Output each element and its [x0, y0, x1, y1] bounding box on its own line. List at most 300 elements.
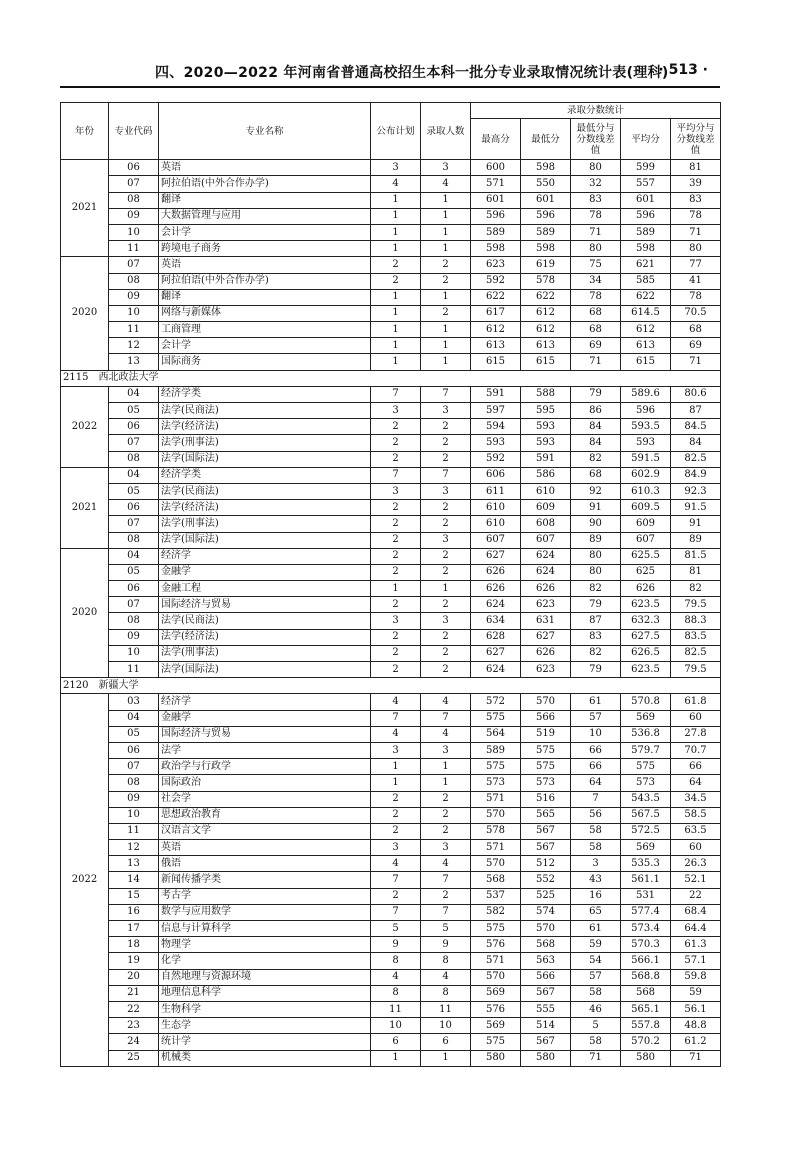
- max-score: 570: [471, 807, 521, 823]
- major-code: 19: [109, 953, 159, 969]
- avg-score: 625: [621, 564, 671, 580]
- plan-count: 3: [371, 160, 421, 176]
- table-row: [61, 969, 721, 985]
- max-score: 537: [471, 888, 521, 904]
- avg-score: 627.5: [621, 629, 671, 645]
- major-code: 24: [109, 1034, 159, 1050]
- admitted-count: 2: [421, 500, 471, 516]
- min-score: 623: [521, 597, 571, 613]
- major-code: 12: [109, 840, 159, 856]
- plan-count: 3: [371, 742, 421, 758]
- admitted-count: 8: [421, 985, 471, 1001]
- min-score: 570: [521, 921, 571, 937]
- admitted-count: 3: [421, 483, 471, 499]
- major-name: 法学(刑事法): [159, 645, 371, 661]
- table-row: [61, 273, 721, 289]
- avg-score: 570.2: [621, 1034, 671, 1050]
- avg-score: 625.5: [621, 548, 671, 564]
- avg-score: 607: [621, 532, 671, 548]
- table-row: [61, 759, 721, 775]
- major-name: 机械类: [159, 1050, 371, 1066]
- min-diff: 66: [571, 759, 621, 775]
- table-row: [61, 645, 721, 661]
- major-name: 会计学: [159, 338, 371, 354]
- max-score: 627: [471, 548, 521, 564]
- major-code: 10: [109, 645, 159, 661]
- max-score: 571: [471, 791, 521, 807]
- max-score: 622: [471, 289, 521, 305]
- min-score: 566: [521, 969, 571, 985]
- admitted-count: 7: [421, 872, 471, 888]
- avg-score: 569: [621, 840, 671, 856]
- min-diff: 16: [571, 888, 621, 904]
- min-score: 575: [521, 742, 571, 758]
- plan-count: 1: [371, 338, 421, 354]
- min-diff: 68: [571, 467, 621, 483]
- page-number: · 513 ·: [658, 62, 708, 78]
- plan-count: 1: [371, 354, 421, 370]
- max-score: 623: [471, 257, 521, 273]
- max-score: 580: [471, 1050, 521, 1066]
- avg-diff: 89: [671, 532, 721, 548]
- major-name: 国际政治: [159, 775, 371, 791]
- avg-score: 570.3: [621, 937, 671, 953]
- admitted-count: 1: [421, 192, 471, 208]
- avg-diff: 79.5: [671, 662, 721, 678]
- table-row: [61, 953, 721, 969]
- avg-score: 622: [621, 289, 671, 305]
- major-name: 汉语言文学: [159, 823, 371, 839]
- admitted-count: 2: [421, 629, 471, 645]
- major-name: 生物科学: [159, 1001, 371, 1017]
- major-code: 09: [109, 791, 159, 807]
- admitted-count: 3: [421, 840, 471, 856]
- max-score: 624: [471, 662, 521, 678]
- avg-diff: 26.3: [671, 856, 721, 872]
- min-score: 589: [521, 224, 571, 240]
- major-name: 工商管理: [159, 322, 371, 338]
- major-code: 04: [109, 710, 159, 726]
- col-header-avg: 平均分: [621, 119, 671, 160]
- major-name: 网络与新媒体: [159, 305, 371, 321]
- min-diff: 80: [571, 160, 621, 176]
- table-row: [61, 386, 721, 402]
- avg-score: 579.7: [621, 742, 671, 758]
- avg-diff: 78: [671, 208, 721, 224]
- plan-count: 2: [371, 629, 421, 645]
- avg-score: 626: [621, 581, 671, 597]
- major-code: 09: [109, 208, 159, 224]
- major-code: 05: [109, 483, 159, 499]
- avg-score: 536.8: [621, 726, 671, 742]
- plan-count: 11: [371, 1001, 421, 1017]
- min-diff: 89: [571, 532, 621, 548]
- max-score: 593: [471, 435, 521, 451]
- avg-score: 585: [621, 273, 671, 289]
- major-name: 俄语: [159, 856, 371, 872]
- min-score: 567: [521, 985, 571, 1001]
- avg-diff: 59.8: [671, 969, 721, 985]
- major-code: 12: [109, 338, 159, 354]
- admitted-count: 4: [421, 856, 471, 872]
- table-row: [61, 581, 721, 597]
- min-score: 591: [521, 451, 571, 467]
- max-score: 610: [471, 500, 521, 516]
- col-header-score-group: 录取分数统计: [471, 103, 721, 119]
- major-code: 06: [109, 500, 159, 516]
- avg-score: 580: [621, 1050, 671, 1066]
- avg-score: 612: [621, 322, 671, 338]
- min-diff: 7: [571, 791, 621, 807]
- table-row: [61, 241, 721, 257]
- max-score: 610: [471, 516, 521, 532]
- admitted-count: 4: [421, 176, 471, 192]
- avg-diff: 22: [671, 888, 721, 904]
- avg-score: 614.5: [621, 305, 671, 321]
- plan-count: 4: [371, 726, 421, 742]
- major-code: 11: [109, 241, 159, 257]
- avg-score: 569: [621, 710, 671, 726]
- max-score: 607: [471, 532, 521, 548]
- max-score: 606: [471, 467, 521, 483]
- table-row: [61, 1001, 721, 1017]
- admitted-count: 2: [421, 791, 471, 807]
- min-diff: 61: [571, 694, 621, 710]
- max-score: 628: [471, 629, 521, 645]
- table-row: [61, 1050, 721, 1066]
- min-diff: 90: [571, 516, 621, 532]
- max-score: 578: [471, 823, 521, 839]
- avg-diff: 70.7: [671, 742, 721, 758]
- table-row: [61, 775, 721, 791]
- min-diff: 75: [571, 257, 621, 273]
- min-diff: 84: [571, 419, 621, 435]
- major-code: 08: [109, 192, 159, 208]
- avg-score: 531: [621, 888, 671, 904]
- year-cell: 2021: [61, 467, 109, 548]
- min-score: 578: [521, 273, 571, 289]
- avg-score: 615: [621, 354, 671, 370]
- admitted-count: 2: [421, 564, 471, 580]
- min-score: 575: [521, 759, 571, 775]
- plan-count: 2: [371, 451, 421, 467]
- admitted-count: 7: [421, 904, 471, 920]
- major-code: 06: [109, 581, 159, 597]
- avg-diff: 81: [671, 160, 721, 176]
- table-row: [61, 435, 721, 451]
- admitted-count: 4: [421, 969, 471, 985]
- page-title: 四、2020—2022 年河南省普通高校招生本科一批分专业录取情况统计表(理科): [155, 65, 669, 81]
- max-score: 575: [471, 759, 521, 775]
- avg-score: 601: [621, 192, 671, 208]
- max-score: 576: [471, 937, 521, 953]
- major-code: 08: [109, 273, 159, 289]
- major-code: 11: [109, 662, 159, 678]
- avg-diff: 84.5: [671, 419, 721, 435]
- admitted-count: 1: [421, 208, 471, 224]
- avg-diff: 92.3: [671, 483, 721, 499]
- min-score: 607: [521, 532, 571, 548]
- plan-count: 2: [371, 888, 421, 904]
- avg-diff: 81.5: [671, 548, 721, 564]
- max-score: 598: [471, 241, 521, 257]
- plan-count: 2: [371, 791, 421, 807]
- major-name: 社会学: [159, 791, 371, 807]
- table-row: [61, 451, 721, 467]
- major-name: 生态学: [159, 1018, 371, 1034]
- table-row: [61, 305, 721, 321]
- min-diff: 32: [571, 176, 621, 192]
- max-score: 589: [471, 742, 521, 758]
- plan-count: 2: [371, 823, 421, 839]
- avg-diff: 81: [671, 564, 721, 580]
- min-diff: 83: [571, 192, 621, 208]
- plan-count: 7: [371, 872, 421, 888]
- min-diff: 78: [571, 208, 621, 224]
- max-score: 611: [471, 483, 521, 499]
- major-code: 16: [109, 904, 159, 920]
- min-diff: 3: [571, 856, 621, 872]
- avg-diff: 71: [671, 224, 721, 240]
- section-label: 2120 新疆大学: [61, 678, 721, 694]
- plan-count: 8: [371, 953, 421, 969]
- page-header: [60, 58, 720, 84]
- avg-score: 573.4: [621, 921, 671, 937]
- avg-score: 567.5: [621, 807, 671, 823]
- avg-score: 535.3: [621, 856, 671, 872]
- max-score: 626: [471, 564, 521, 580]
- admitted-count: 9: [421, 937, 471, 953]
- max-score: 570: [471, 969, 521, 985]
- avg-score: 599: [621, 160, 671, 176]
- max-score: 591: [471, 386, 521, 402]
- major-name: 法学: [159, 742, 371, 758]
- major-code: 22: [109, 1001, 159, 1017]
- major-code: 18: [109, 937, 159, 953]
- avg-diff: 80: [671, 241, 721, 257]
- plan-count: 2: [371, 597, 421, 613]
- major-name: 法学(经济法): [159, 629, 371, 645]
- avg-diff: 82.5: [671, 645, 721, 661]
- avg-score: 568: [621, 985, 671, 1001]
- min-diff: 46: [571, 1001, 621, 1017]
- avg-diff: 83: [671, 192, 721, 208]
- avg-diff: 71: [671, 354, 721, 370]
- min-diff: 65: [571, 904, 621, 920]
- table-row: [61, 840, 721, 856]
- major-code: 14: [109, 872, 159, 888]
- plan-count: 1: [371, 241, 421, 257]
- table-row: [61, 532, 721, 548]
- min-score: 626: [521, 645, 571, 661]
- table-row: [61, 888, 721, 904]
- avg-diff: 82.5: [671, 451, 721, 467]
- avg-score: 613: [621, 338, 671, 354]
- avg-score: 589: [621, 224, 671, 240]
- admitted-count: 2: [421, 823, 471, 839]
- plan-count: 2: [371, 645, 421, 661]
- admitted-count: 2: [421, 419, 471, 435]
- avg-diff: 91: [671, 516, 721, 532]
- avg-diff: 83.5: [671, 629, 721, 645]
- table-row: [61, 710, 721, 726]
- major-name: 阿拉伯语(中外合作办学): [159, 273, 371, 289]
- min-diff: 58: [571, 840, 621, 856]
- col-header-admitted: 录取人数: [421, 103, 471, 160]
- min-score: 624: [521, 548, 571, 564]
- table-row: [61, 872, 721, 888]
- plan-count: 6: [371, 1034, 421, 1050]
- major-code: 07: [109, 516, 159, 532]
- min-score: 627: [521, 629, 571, 645]
- plan-count: 4: [371, 176, 421, 192]
- max-score: 573: [471, 775, 521, 791]
- avg-diff: 56.1: [671, 1001, 721, 1017]
- plan-count: 1: [371, 759, 421, 775]
- min-diff: 82: [571, 451, 621, 467]
- table-row: [61, 419, 721, 435]
- avg-score: 557.8: [621, 1018, 671, 1034]
- avg-diff: 69: [671, 338, 721, 354]
- table-row: [61, 823, 721, 839]
- plan-count: 2: [371, 662, 421, 678]
- plan-count: 7: [371, 904, 421, 920]
- min-score: 623: [521, 662, 571, 678]
- major-code: 10: [109, 807, 159, 823]
- table-row: [61, 662, 721, 678]
- max-score: 575: [471, 921, 521, 937]
- major-code: 07: [109, 759, 159, 775]
- major-code: 21: [109, 985, 159, 1001]
- avg-score: 570.8: [621, 694, 671, 710]
- major-code: 11: [109, 823, 159, 839]
- admitted-count: 1: [421, 1050, 471, 1066]
- major-name: 考古学: [159, 888, 371, 904]
- min-diff: 79: [571, 597, 621, 613]
- min-diff: 71: [571, 354, 621, 370]
- min-diff: 54: [571, 953, 621, 969]
- max-score: 624: [471, 597, 521, 613]
- col-header-avg-diff: 平均分与分数线差值: [671, 119, 721, 160]
- avg-diff: 61.3: [671, 937, 721, 953]
- major-name: 翻译: [159, 289, 371, 305]
- section-label: 2115 西北政法大学: [61, 370, 721, 386]
- avg-score: 589.6: [621, 386, 671, 402]
- avg-score: 610.3: [621, 483, 671, 499]
- avg-score: 575: [621, 759, 671, 775]
- min-diff: 61: [571, 921, 621, 937]
- major-name: 经济学类: [159, 467, 371, 483]
- major-code: 04: [109, 467, 159, 483]
- avg-score: 623.5: [621, 597, 671, 613]
- major-code: 06: [109, 419, 159, 435]
- min-score: 613: [521, 338, 571, 354]
- max-score: 613: [471, 338, 521, 354]
- year-cell: 2020: [61, 548, 109, 678]
- avg-diff: 60: [671, 710, 721, 726]
- major-code: 04: [109, 386, 159, 402]
- major-name: 法学(刑事法): [159, 435, 371, 451]
- avg-score: 577.4: [621, 904, 671, 920]
- min-diff: 57: [571, 969, 621, 985]
- major-name: 统计学: [159, 1034, 371, 1050]
- min-diff: 80: [571, 241, 621, 257]
- year-cell: 2021: [61, 160, 109, 257]
- plan-count: 3: [371, 403, 421, 419]
- avg-diff: 71: [671, 1050, 721, 1066]
- min-score: 566: [521, 710, 571, 726]
- table-row: [61, 613, 721, 629]
- min-score: 595: [521, 403, 571, 419]
- avg-score: 632.3: [621, 613, 671, 629]
- avg-score: 598: [621, 241, 671, 257]
- avg-diff: 82: [671, 581, 721, 597]
- plan-count: 1: [371, 289, 421, 305]
- max-score: 596: [471, 208, 521, 224]
- avg-diff: 70.5: [671, 305, 721, 321]
- plan-count: 3: [371, 840, 421, 856]
- major-code: 23: [109, 1018, 159, 1034]
- plan-count: 2: [371, 807, 421, 823]
- min-diff: 56: [571, 807, 621, 823]
- avg-diff: 87: [671, 403, 721, 419]
- admitted-count: 5: [421, 921, 471, 937]
- plan-count: 1: [371, 581, 421, 597]
- min-score: 596: [521, 208, 571, 224]
- admitted-count: 1: [421, 759, 471, 775]
- min-diff: 84: [571, 435, 621, 451]
- major-code: 06: [109, 742, 159, 758]
- min-diff: 80: [571, 548, 621, 564]
- table-row: [61, 742, 721, 758]
- major-name: 跨境电子商务: [159, 241, 371, 257]
- major-code: 20: [109, 969, 159, 985]
- major-name: 法学(民商法): [159, 613, 371, 629]
- major-code: 08: [109, 775, 159, 791]
- table-row: [61, 548, 721, 564]
- max-score: 571: [471, 953, 521, 969]
- table-row: [61, 807, 721, 823]
- min-score: 512: [521, 856, 571, 872]
- table-row: [61, 904, 721, 920]
- avg-score: 573: [621, 775, 671, 791]
- major-name: 国际商务: [159, 354, 371, 370]
- major-name: 英语: [159, 840, 371, 856]
- table-row: [61, 208, 721, 224]
- min-score: 570: [521, 694, 571, 710]
- min-score: 568: [521, 937, 571, 953]
- plan-count: 2: [371, 273, 421, 289]
- min-diff: 58: [571, 823, 621, 839]
- min-score: 624: [521, 564, 571, 580]
- major-code: 07: [109, 257, 159, 273]
- min-score: 580: [521, 1050, 571, 1066]
- min-score: 588: [521, 386, 571, 402]
- table-row: [61, 354, 721, 370]
- min-score: 593: [521, 435, 571, 451]
- plan-count: 1: [371, 305, 421, 321]
- major-name: 法学(经济法): [159, 419, 371, 435]
- plan-count: 2: [371, 435, 421, 451]
- major-name: 数学与应用数学: [159, 904, 371, 920]
- max-score: 626: [471, 581, 521, 597]
- max-score: 597: [471, 403, 521, 419]
- min-score: 598: [521, 241, 571, 257]
- major-name: 金融学: [159, 710, 371, 726]
- admitted-count: 2: [421, 548, 471, 564]
- major-name: 经济学: [159, 548, 371, 564]
- table-row: [61, 1018, 721, 1034]
